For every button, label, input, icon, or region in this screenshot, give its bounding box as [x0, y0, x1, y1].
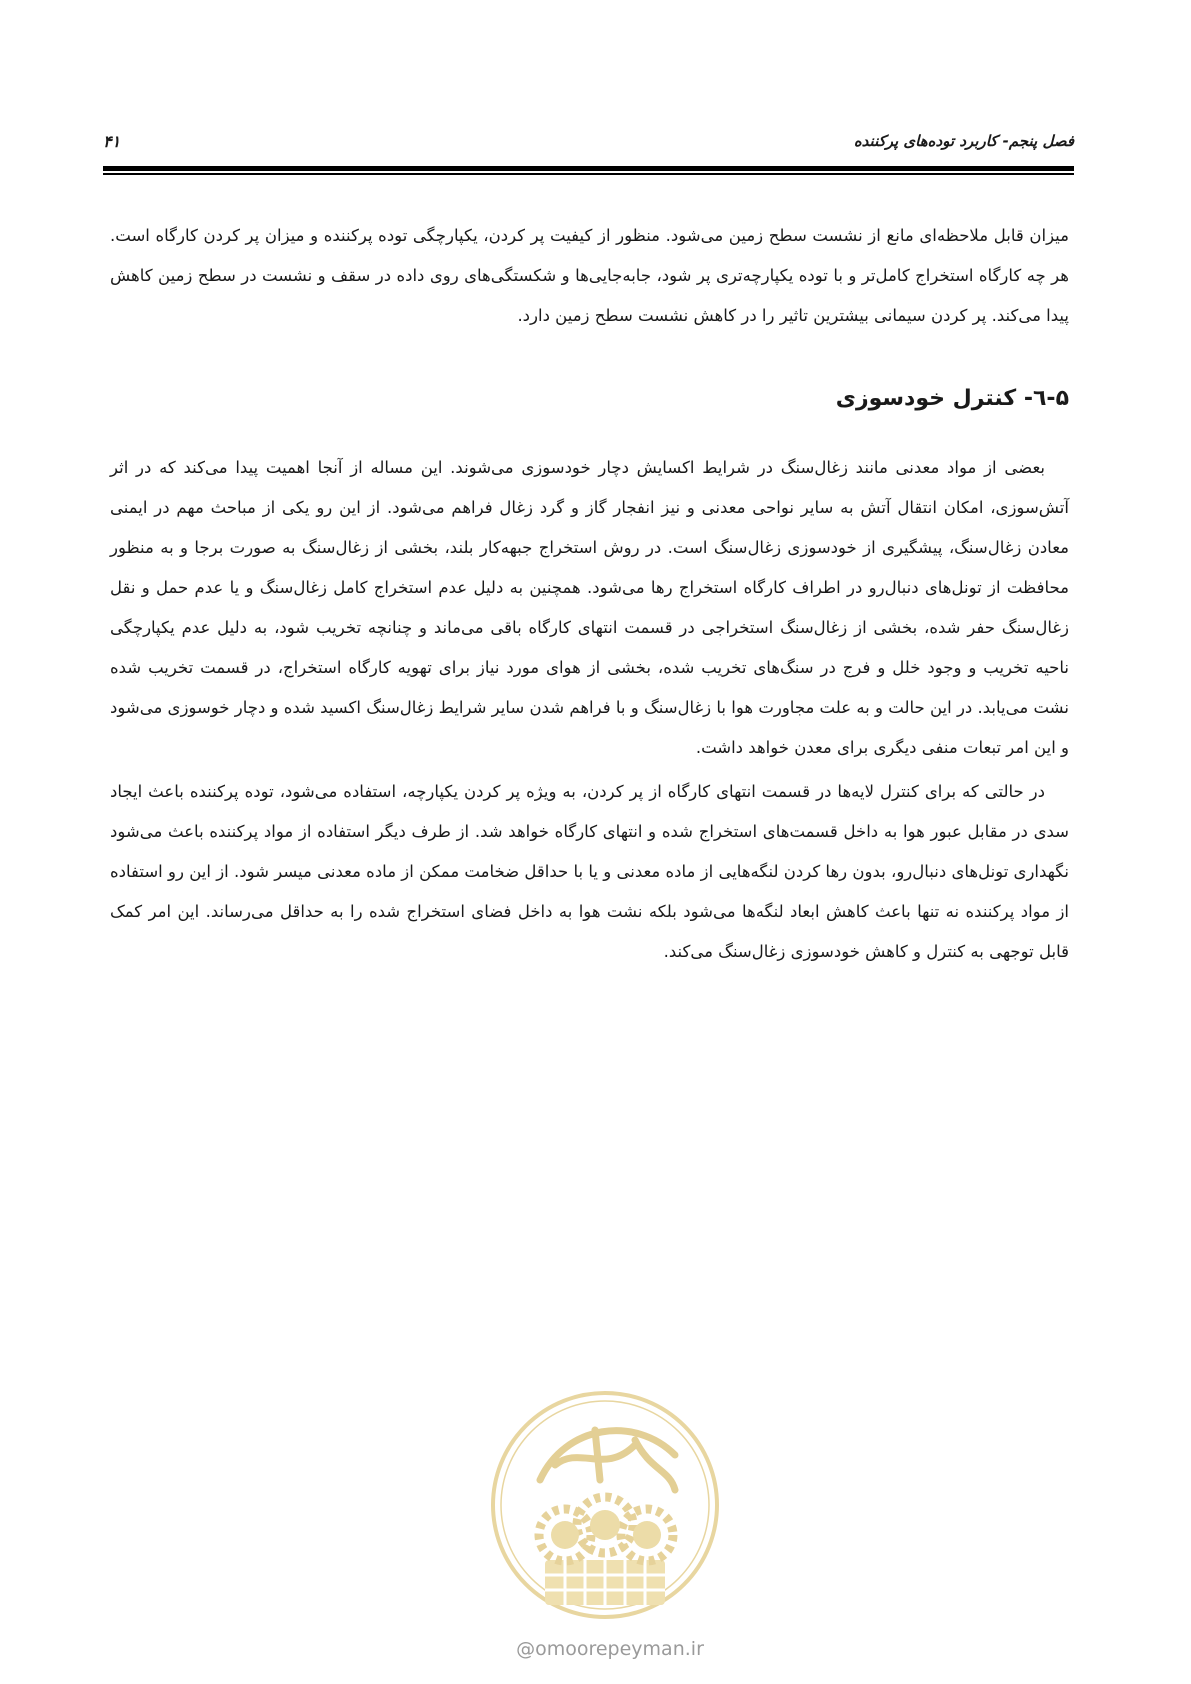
section-paragraph-2: در حالتی که برای کنترل لایه‌ها در قسمت انتهای کارگاه از پر کردن، به ویژه پر کردن یکپارچه، استفاده می‌شود، توده پرکننده باعث ایجاد سدی در مقابل عبور هوا به داخل قسمت‌های استخراج شده و انتهای کارگاه خواهد شد. از طرف دیگر استفاده از مواد پرکننده باعث می‌شود نگهداری تونل‌های دنبال‌رو، بدون رها کردن لنگه‌هایی از ماده معدنی و یا با حداقل ضخامت ممکن از ماده معدنی میسر شود. از این رو استفاده از مواد پرکننده نه تنها باعث کاهش ابعاد لنگه‌ها می‌شود بلکه نشت هوا به داخل فضای استخراج شده را به حداقل می‌رساند. این امر کمک قابل توجهی به کنترل و کاهش خودسوزی زغال‌سنگ می‌کند.	[110, 782, 1069, 961]
watermark-logo-icon	[485, 1385, 725, 1625]
header-rule-thin	[103, 173, 1074, 175]
header-rule-thick	[103, 166, 1074, 171]
watermark-site: @omoorepeyman.ir	[516, 1638, 704, 1660]
intro-paragraph-block	[110, 216, 1069, 336]
page-header	[103, 128, 1074, 154]
chapter-title: فصل پنجم- کاربرد توده‌های پرکننده	[853, 132, 1074, 150]
section-paragraph-1-block	[110, 448, 1069, 768]
section-paragraph-1: بعضی از مواد معدنی مانند زغال‌سنگ در شرایط اکسایش دچار خودسوزی می‌شوند. این مساله از آنجا اهمیت پیدا می‌کند که در اثر آتش‌سوزی، امکان انتقال آتش به سایر نواحی معدنی و نیز انفجار گاز و گرد زغال فراهم می‌شود. از این رو یکی از مباحث مهم در ایمنی معادن زغال‌سنگ، پیشگیری از خودسوزی زغال‌سنگ است. در روش استخراج جبهه‌کار بلند، بخشی از زغال‌سنگ به صورت برجا و به منظور محافظت از تونل‌های دنبال‌رو در اطراف کارگاه استخراج رها می‌شود. همچنین به دلیل عدم استخراج کامل زغال‌سنگ و یا عدم حمل و نقل زغال‌سنگ حفر شده، بخشی از زغال‌سنگ استخراجی در قسمت انتهای کارگاه باقی می‌ماند و چنانچه تخریب شود، به دلیل عدم یکپارچگی ناحیه تخریب و وجود خلل و فرج در سنگ‌های تخریب شده، بخشی از هوای مورد نیاز برای تهویه کارگاه استخراج، در قسمت تخریب شده نشت می‌یابد. در این حالت و به علت مجاورت هوا با زغال‌سنگ و با فراهم شدن سایر شرایط زغال‌سنگ اکسید شده و دچار خوسوزی می‌شود و این امر تبعات منفی دیگری برای معدن خواهد داشت.	[110, 458, 1069, 757]
intro-paragraph: میزان قابل ملاحظه‌ای مانع از نشست سطح زمین می‌شود. منظور از کیفیت پر کردن، یکپارچگی توده پرکننده و میزان پر کردن کارگاه است. هر چه کارگاه استخراج کامل‌تر و با توده یکپارچه‌تری پر شود، جابه‌جایی‌ها و شکستگی‌های روی داده در سقف و نشست در سطح زمین کاهش پیدا می‌کند. پر کردن سیمانی بیشترین تاثیر را در کاهش نشست سطح زمین دارد.	[110, 226, 1069, 325]
section-heading: ۵-٦- کنترل خودسوزی	[835, 386, 1069, 411]
page-number: ۴۱	[103, 131, 121, 151]
section-paragraph-2-block	[110, 772, 1069, 972]
